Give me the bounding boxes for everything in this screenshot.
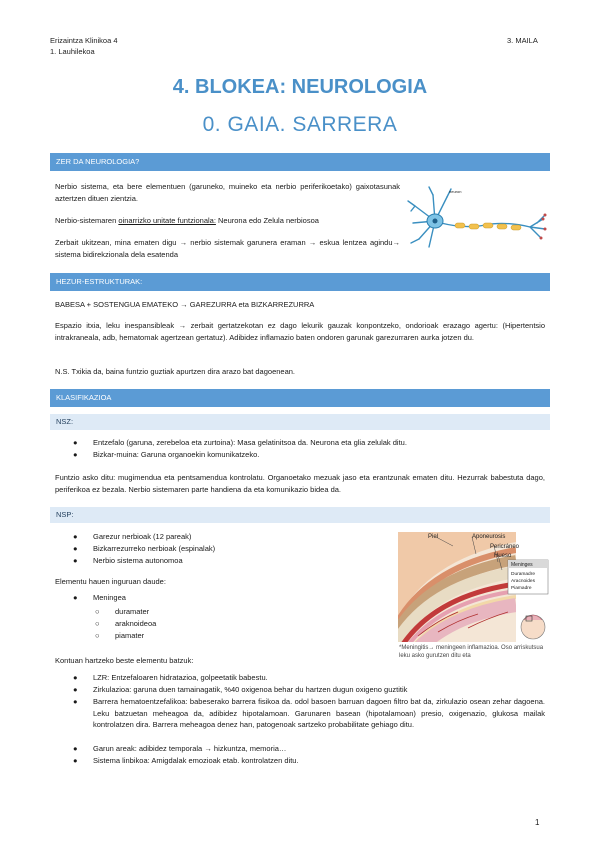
bullet-icon: ● (73, 532, 78, 541)
paragraph-bidirectional: Zerbait ukitzean, mina ematen digu → nerbio sistemak garunera eraman → eskua lentzea agindu→ sistema bidirekzionala dela esatenda (55, 238, 400, 259)
neuron-illustration (405, 181, 550, 261)
section-heading-klasifikazioa: KLASIFIKAZIOA (50, 389, 550, 407)
section-heading-neurologia: ZER DA NEUROLOGIA? (50, 153, 550, 171)
header-course: Erizaintza Klinikoa 4 (50, 36, 118, 45)
subheading-nsz: NSZ: (50, 414, 550, 430)
label-piel: Piel (428, 534, 439, 540)
bullet-icon: ● (73, 450, 78, 459)
paragraph-ns-txikia: N.S. Txikia da, baina funtzio guztiak apurtzen dira arazo bat dagoenean. (55, 367, 296, 376)
topic-title: 0. GAIA. SARRERA (202, 113, 398, 136)
bullet-icon: ● (73, 544, 78, 553)
functional-unit-underlined: oinarrizko unitate funtzionala: (118, 216, 216, 225)
functional-unit-prefix: Nerbio-sistemaren (55, 216, 119, 225)
list-item: ● Barrera hematoentzefalikoa: babeserako barrera fisikoa da. odol basoen barruan dagoen filtro bat da, zirkulazio osean zehar dagoena. Leku batzuetan meheagoa da, adibidez hipotalamoan. Garunaren basean (hipotalamoan) presio, oxigenazio, glukosa mailak kontrolatzen dira. Barrera meheagoa denez han, patogenoak sartzeko probabilitate gehiago ditu. (73, 697, 545, 729)
circle-bullet-icon: ○ (95, 619, 100, 628)
label-piamadre: Piamadre (511, 586, 532, 591)
head-thumbnail-icon (521, 615, 545, 639)
circle-bullet-icon: ○ (95, 607, 100, 616)
label-meninges: Meninges (511, 562, 533, 568)
label-hueso: Hueso (494, 553, 512, 559)
bullet-icon: ● (73, 556, 78, 565)
label-aponeurosis: Aponeurosis (472, 534, 506, 540)
subheading-nsp: NSP: (50, 507, 550, 523)
label-duramadre: Duramadre (511, 572, 535, 577)
functional-unit-suffix: Neurona edo Zelula nerbiosoa (215, 216, 319, 225)
paragraph-babesa: BABESA + SOSTENGUA EMATEKO → GAREZURRA eta BIZKARREZURRA (55, 300, 315, 309)
paragraph-definition: Nerbio sistema, eta bere elementuen (garuneko, muineko eta nerbio periferikoetako) gaixotasunak aztertzen dituen zientzia. (55, 182, 400, 203)
section-heading-hezur: HEZUR-ESTRUKTURAK: (50, 273, 550, 291)
bullet-icon: ● (73, 697, 78, 706)
bullet-icon: ● (73, 593, 78, 602)
bullet-icon: ● (73, 744, 78, 753)
paragraph-funtzioak: Funtzio asko ditu: mugimendua eta pentsamendua kontrolatu. Organoetako mezuak jaso eta erantzunak ematen ditu. Hezurrak babestuta dago, periferikoa ez bezala. Nerbio sistemaren parte handiena da eta komunikazio bidea da. (55, 473, 545, 494)
header-term: 1. Lauhilekoa (50, 47, 95, 56)
paragraph-kontuan: Kontuan hartzeko beste elementu batzuk: (55, 656, 194, 665)
bullet-icon: ● (73, 438, 78, 447)
label-aracnoides: Aracnoides (511, 579, 535, 584)
bullet-icon: ● (73, 673, 78, 682)
bullet-icon: ● (73, 685, 78, 694)
document-page: Erizaintza Klinikoa 4 1. Lauhilekoa 3. MAILA 4. BLOKEA: NEUROLOGIA 0. GAIA. SARRERA ZER DA NEUROLOGIA? Nerbio sistema, eta bere elementuen (garuneko, muineko eta nerbio periferikoetako) gaixotasunak aztertzen dituen zientzia. Nerbio-sistemaren oinarrizko unitate funtzionala: Neurona edo Zelula nerbiosoa Zerbait ukitzean, mina ematen digu → nerbio sistemak garunera eraman → eskua lentzea agindu→ sistema bidirekzionala dela esatenda neuron HEZUR-ESTRUKTURAK: BABESA + SOSTENGUA EMATEKO → GAREZURRA eta BIZKARREZURRA Espazio itxia, leku inespansibleak → zerbait gertatzekotan ez dago lekurik gauzak konpontzeko, ondorioak erazago agertu: (Hipertentsio intrakraneala, adb, hematomak agertzean gertatuz). Adibidez inflamazio baten ondoren garunak garezurraren aurka jotzen du. N.S. Txikia da, baina funtzio guztiak apurtzen dira arazo bat dagoenean. KLASIFIKAZIOA NSZ: ● Entzefalo (garuna, zerebeloa eta zurtoina): Masa gelatinitsoa da. Neurona eta glia zelulak ditu. ● Bizkar-muina: Garuna organoekin komunikatzeko. Funtzio asko ditu: mugimendua eta pentsamendua kontrolatu. Organoetako mezuak jaso eta erantzunak ematen ditu. Hezurrak babestuta dago, periferikoa ez bezala. Nerbio sistemaren parte handiena da eta komunikazio bidea da. NSP: ● Garezur nerbioak (12 pareak) ● Bizkarrezurreko nerbioak (espinalak) ● Nerbio sistema autonomoa Elementu hauen inguruan daude: ● Meningea ○ duramater ○ araknoideoa ○ piamater Piel Aponeurosis Pericráneo Hueso Meninges Duramadre Aracnoides Piamadre *Meningitis→ meningeen inflamazioa. Oso arriskutsua leku asko gurutzen ditu eta Kontuan hartzeko beste elementu batzuk: ● LZR: Entzefaloaren hidratazioa, golpeetatik babestu. ● Zirkulazioa: garuna duen tamainagatik, %40 oxigenoa behar du hartzen dugun oxigeno guztitik ● Barrera hematoentzefalikoa: babeserako barrera fisikoa da. odol basoen barruan dagoen filtro bat da, zirkulazio osean zehar dagoena. Leku batzuetan meheagoa da, adibidez hipotalamoan. Garunaren basean (hipotalamoan) presio, oxigenazio, glukosa mailak kontrolatzen dira. Barrera meheagoa denez han, patogenoak sartzeko probabilitate gehiago ditu. ● Garun areak: adibidez temporala → hizkuntza, memoria… ● Sistema linbikoa: Amigdalak emozioak etab. kontrolatzen ditu. 1 (0, 0, 600, 848)
meninges-caption: *Meningitis→ meningeen inflamazioa. Oso arriskutsua leku asko gurutzen ditu eta (399, 645, 544, 659)
meninges-illustration (398, 532, 550, 642)
paragraph-functional-unit (55, 215, 400, 227)
neuron-image-label: neuron (449, 189, 462, 194)
label-pericraneo: Pericráneo (490, 544, 520, 550)
paragraph-espazio: Espazio itxia, leku inespansibleak → zerbait gertatzekotan ez dago lekurik gauzak konpontzeko, ondorioak erazago agertu: (Hipertentsio intrakraneala, adb, hematomak agertzean gertatuz). Adibidez inflamazio baten ondoren garunak garezurraren aurka jotzen du. (55, 321, 545, 342)
bullet-icon: ● (73, 756, 78, 765)
paragraph-elementu: Elementu hauen inguruan daude: (55, 577, 166, 586)
circle-bullet-icon: ○ (95, 631, 100, 640)
page-number: 1 (535, 818, 540, 827)
header-year: 3. MAILA (507, 36, 538, 45)
block-title: 4. BLOKEA: NEUROLOGIA (172, 76, 428, 98)
